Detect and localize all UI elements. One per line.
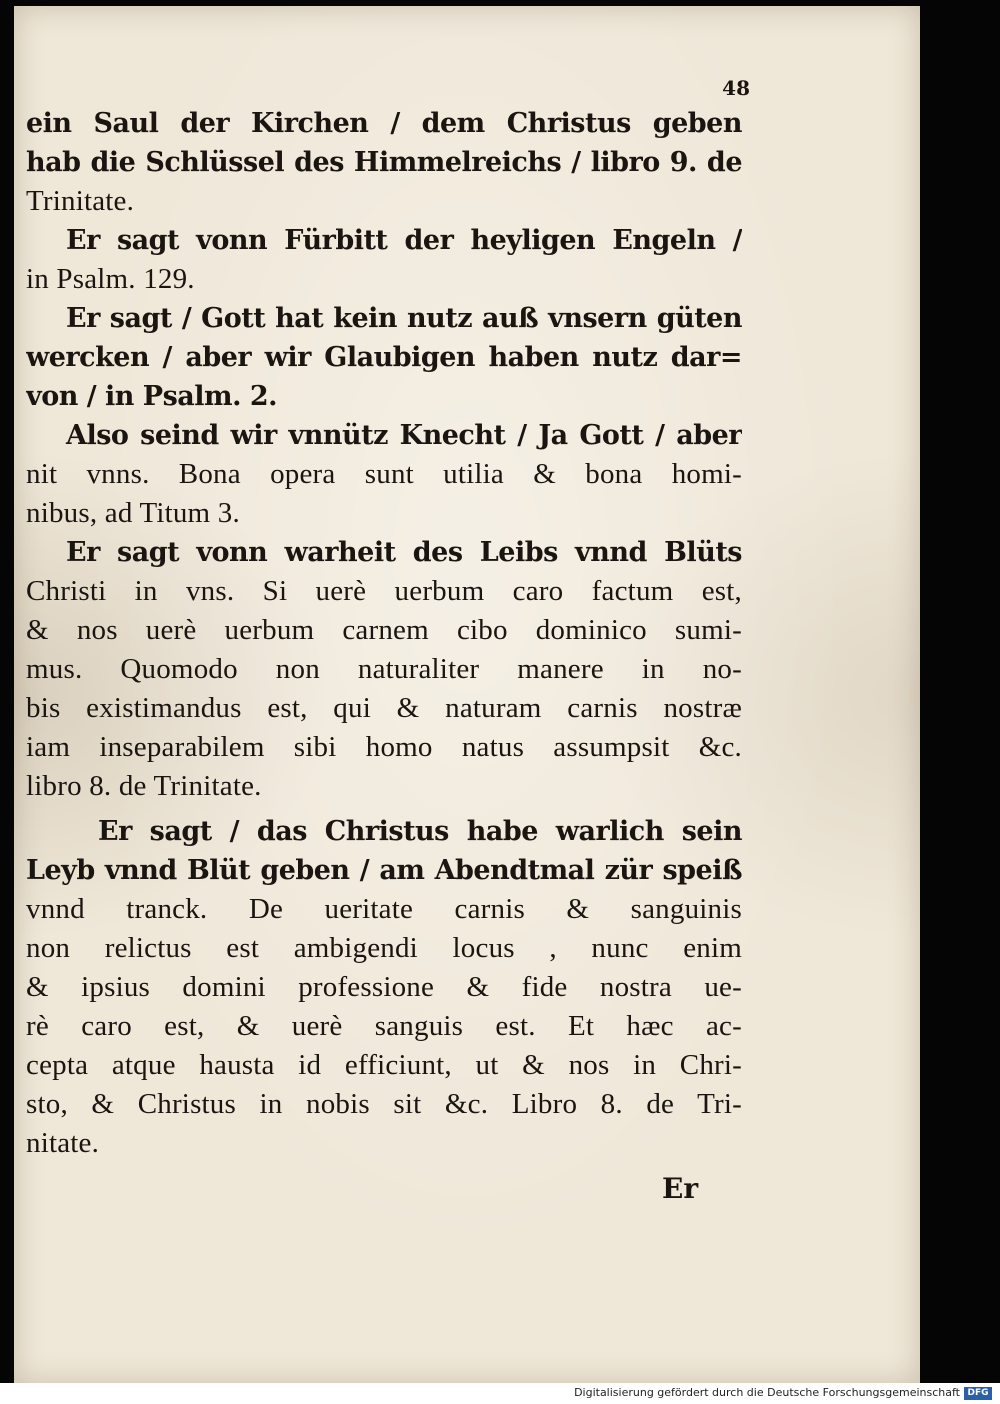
text-line: & ipsius domini professione & fide nostra ue- bbox=[26, 971, 742, 1003]
text-line: Leyb vnnd Blüt geben / am Abendtmal zür speiß bbox=[26, 855, 742, 886]
paragraph-first-line: Also seind wir vnnütz Knecht / Ja Gott / aber bbox=[66, 420, 742, 451]
text-line: Christi in vns. Si uerè uerbum caro factum est, bbox=[26, 575, 742, 607]
text-line: nitate. bbox=[26, 1127, 100, 1159]
text-line: rè caro est, & uerè sanguis est. Et hæc ac- bbox=[26, 1010, 742, 1042]
text-line: bis existimandus est, qui & naturam carnis nostræ bbox=[26, 692, 742, 724]
text-line: in Psalm. 129. bbox=[26, 263, 195, 295]
text-line: mus. Quomodo non naturaliter manere in no- bbox=[26, 653, 742, 685]
dfg-logo-icon: DFG bbox=[964, 1387, 992, 1400]
page-text bbox=[26, 104, 742, 1163]
text-line: vnnd tranck. De ueritate carnis & sanguinis bbox=[26, 893, 742, 925]
page-number: 48 bbox=[722, 76, 750, 100]
text-line: hab die Schlüssel des Himmelreichs / libro 9. de bbox=[26, 147, 742, 178]
paragraph-first-line: Er sagt / das Christus habe warlich sein bbox=[98, 816, 742, 847]
text-line: nibus, ad Titum 3. bbox=[26, 497, 240, 529]
paragraph-first-line: Er sagt vonn Fürbitt der heyligen Engeln / bbox=[66, 225, 742, 256]
text-line: non relictus est ambigendi locus , nunc enim bbox=[26, 932, 742, 964]
catchword: Er bbox=[662, 1172, 699, 1205]
text-line: Trinitate. bbox=[26, 185, 135, 217]
paragraph-first-line: Er sagt / Gott hat kein nutz auß vnsern güten bbox=[66, 303, 742, 334]
text-line: libro 8. de Trinitate. bbox=[26, 770, 262, 802]
text-line: & nos uerè uerbum carnem cibo dominico sumi- bbox=[26, 614, 742, 646]
footer-bar bbox=[0, 1383, 1000, 1404]
paragraph-first-line: Er sagt vonn warheit des Leibs vnnd Blüts bbox=[66, 537, 742, 568]
text-line: ein Saul der Kirchen / dem Christus geben bbox=[26, 108, 742, 139]
text-line: cepta atque hausta id efficiunt, ut & nos in Chri- bbox=[26, 1049, 742, 1081]
text-line: iam inseparabilem sibi homo natus assumpsit &c. bbox=[26, 731, 742, 763]
book-page bbox=[14, 6, 920, 1384]
text-line: wercken / aber wir Glaubigen haben nutz dar= bbox=[26, 342, 742, 373]
text-line: von / in Psalm. 2. bbox=[26, 381, 278, 412]
funding-credit: Digitalisierung gefördert durch die Deutsche Forschungsgemeinschaft bbox=[574, 1386, 960, 1399]
text-line: nit vnns. Bona opera sunt utilia & bona homi- bbox=[26, 458, 742, 490]
text-line: sto, & Christus in nobis sit &c. Libro 8. de Tri- bbox=[26, 1088, 742, 1120]
